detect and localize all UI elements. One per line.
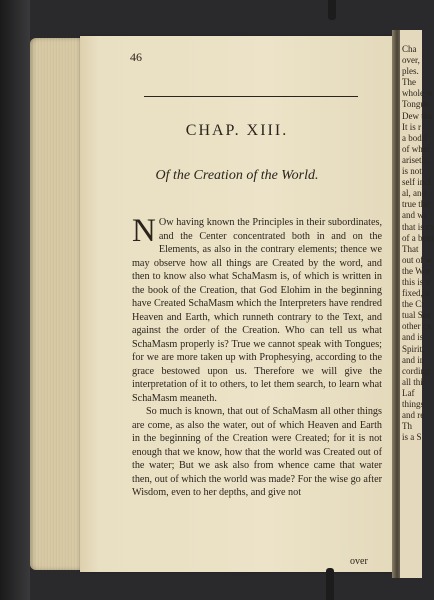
- facing-page-line: Th: [402, 421, 412, 432]
- header-rule: [144, 96, 358, 97]
- facing-page-line: this is v: [402, 276, 431, 287]
- facing-page-line: tual See: [402, 310, 431, 321]
- facing-page-line: is a S: [402, 432, 422, 443]
- facing-page-line: and re: [402, 410, 425, 421]
- page-clip-bottom: [326, 568, 334, 600]
- facing-page-line: and wi: [402, 210, 427, 221]
- facing-page-line: of a bein: [402, 232, 434, 243]
- facing-page-text: [400, 30, 434, 443]
- book-shadow: [0, 0, 30, 600]
- facing-page-line: other ca: [402, 321, 431, 332]
- chapter-heading: CHAP. XIII.: [185, 122, 289, 139]
- facing-page-line: out of w: [402, 254, 432, 265]
- facing-page-line: Cha: [402, 44, 417, 54]
- facing-page-line: over,: [402, 55, 420, 66]
- drop-cap: N: [132, 213, 156, 249]
- paragraph: So much is known, that out of SchaMasm all other things are come, as also the water, out of which Heaven and Earth in the beginning of the Creation were Created; for it is not enough that we know, how that the world was Created out of the water; But we ask also from whence came that water then, out of which the world was made? For the wise go after Wisdom, even to her depths, and give not: [132, 406, 382, 498]
- facing-page-line: is not: [402, 166, 422, 177]
- page-edge-stack: [30, 38, 82, 570]
- facing-page-line: and is: [402, 332, 424, 343]
- facing-page-line: ples.: [402, 66, 419, 77]
- facing-page-line: al, and: [402, 188, 426, 199]
- facing-page-line: true the: [402, 199, 430, 210]
- facing-page-line: Spirit,: [402, 343, 425, 354]
- page-number: 46: [130, 50, 142, 64]
- facing-page-line: self incl: [402, 177, 431, 188]
- facing-page-line: the Wor: [402, 265, 431, 276]
- facing-page-line: That: [402, 243, 419, 254]
- facing-page: [400, 30, 434, 578]
- facing-page-line: things: [402, 399, 425, 409]
- facing-page-line: cording: [402, 365, 430, 376]
- facing-page-line: Laf: [402, 387, 415, 398]
- page-clip-top: [328, 0, 336, 20]
- facing-page-line: and in: [402, 354, 425, 365]
- paragraph: [132, 213, 382, 405]
- catchword: over: [350, 556, 368, 567]
- facing-page-line: ariseth,: [402, 154, 429, 165]
- facing-page-line: Tongue: [402, 99, 429, 110]
- facing-page-line: It is r: [402, 121, 421, 132]
- facing-page-line: of what: [402, 143, 430, 154]
- facing-page-line: Dew tha: [402, 110, 433, 121]
- facing-page-line: whole w: [402, 88, 433, 99]
- facing-page-line: a bodil: [402, 132, 427, 143]
- facing-page-line: The: [402, 77, 416, 88]
- body-text: [132, 213, 382, 500]
- facing-page-line: fixed, o: [402, 288, 430, 299]
- left-page: [80, 36, 394, 572]
- facing-page-line: that is ca: [402, 221, 434, 232]
- paragraph-text: Ow having known the Principles in their subordinates, and the Center concentrated both in and on the Elements, as also in the contrary elements; thence we may observe how all things are Created by the word, and then to know also what SchaMasm is, of which is written in the book of the Creation, that God Elohim in the beginning have Created SchaMasm which the Interpreters have rendred Heaven and Earth, which runneth contrary to the Text, and against the order of the Creation. Who can tell us what SchaMasm properly is? True we cannot speak with Tongues; for we are more taken up with Prophesying, according to the grace bestowed upon us. Therefore we will give the interpretation of it to others, to let them search, to learn what SchaMasm meaneth.: [132, 217, 382, 404]
- chapter-title: Of the Creation of the World.: [155, 168, 319, 183]
- facing-page-line: all thir: [402, 376, 426, 387]
- facing-page-line: the Cr: [402, 299, 425, 310]
